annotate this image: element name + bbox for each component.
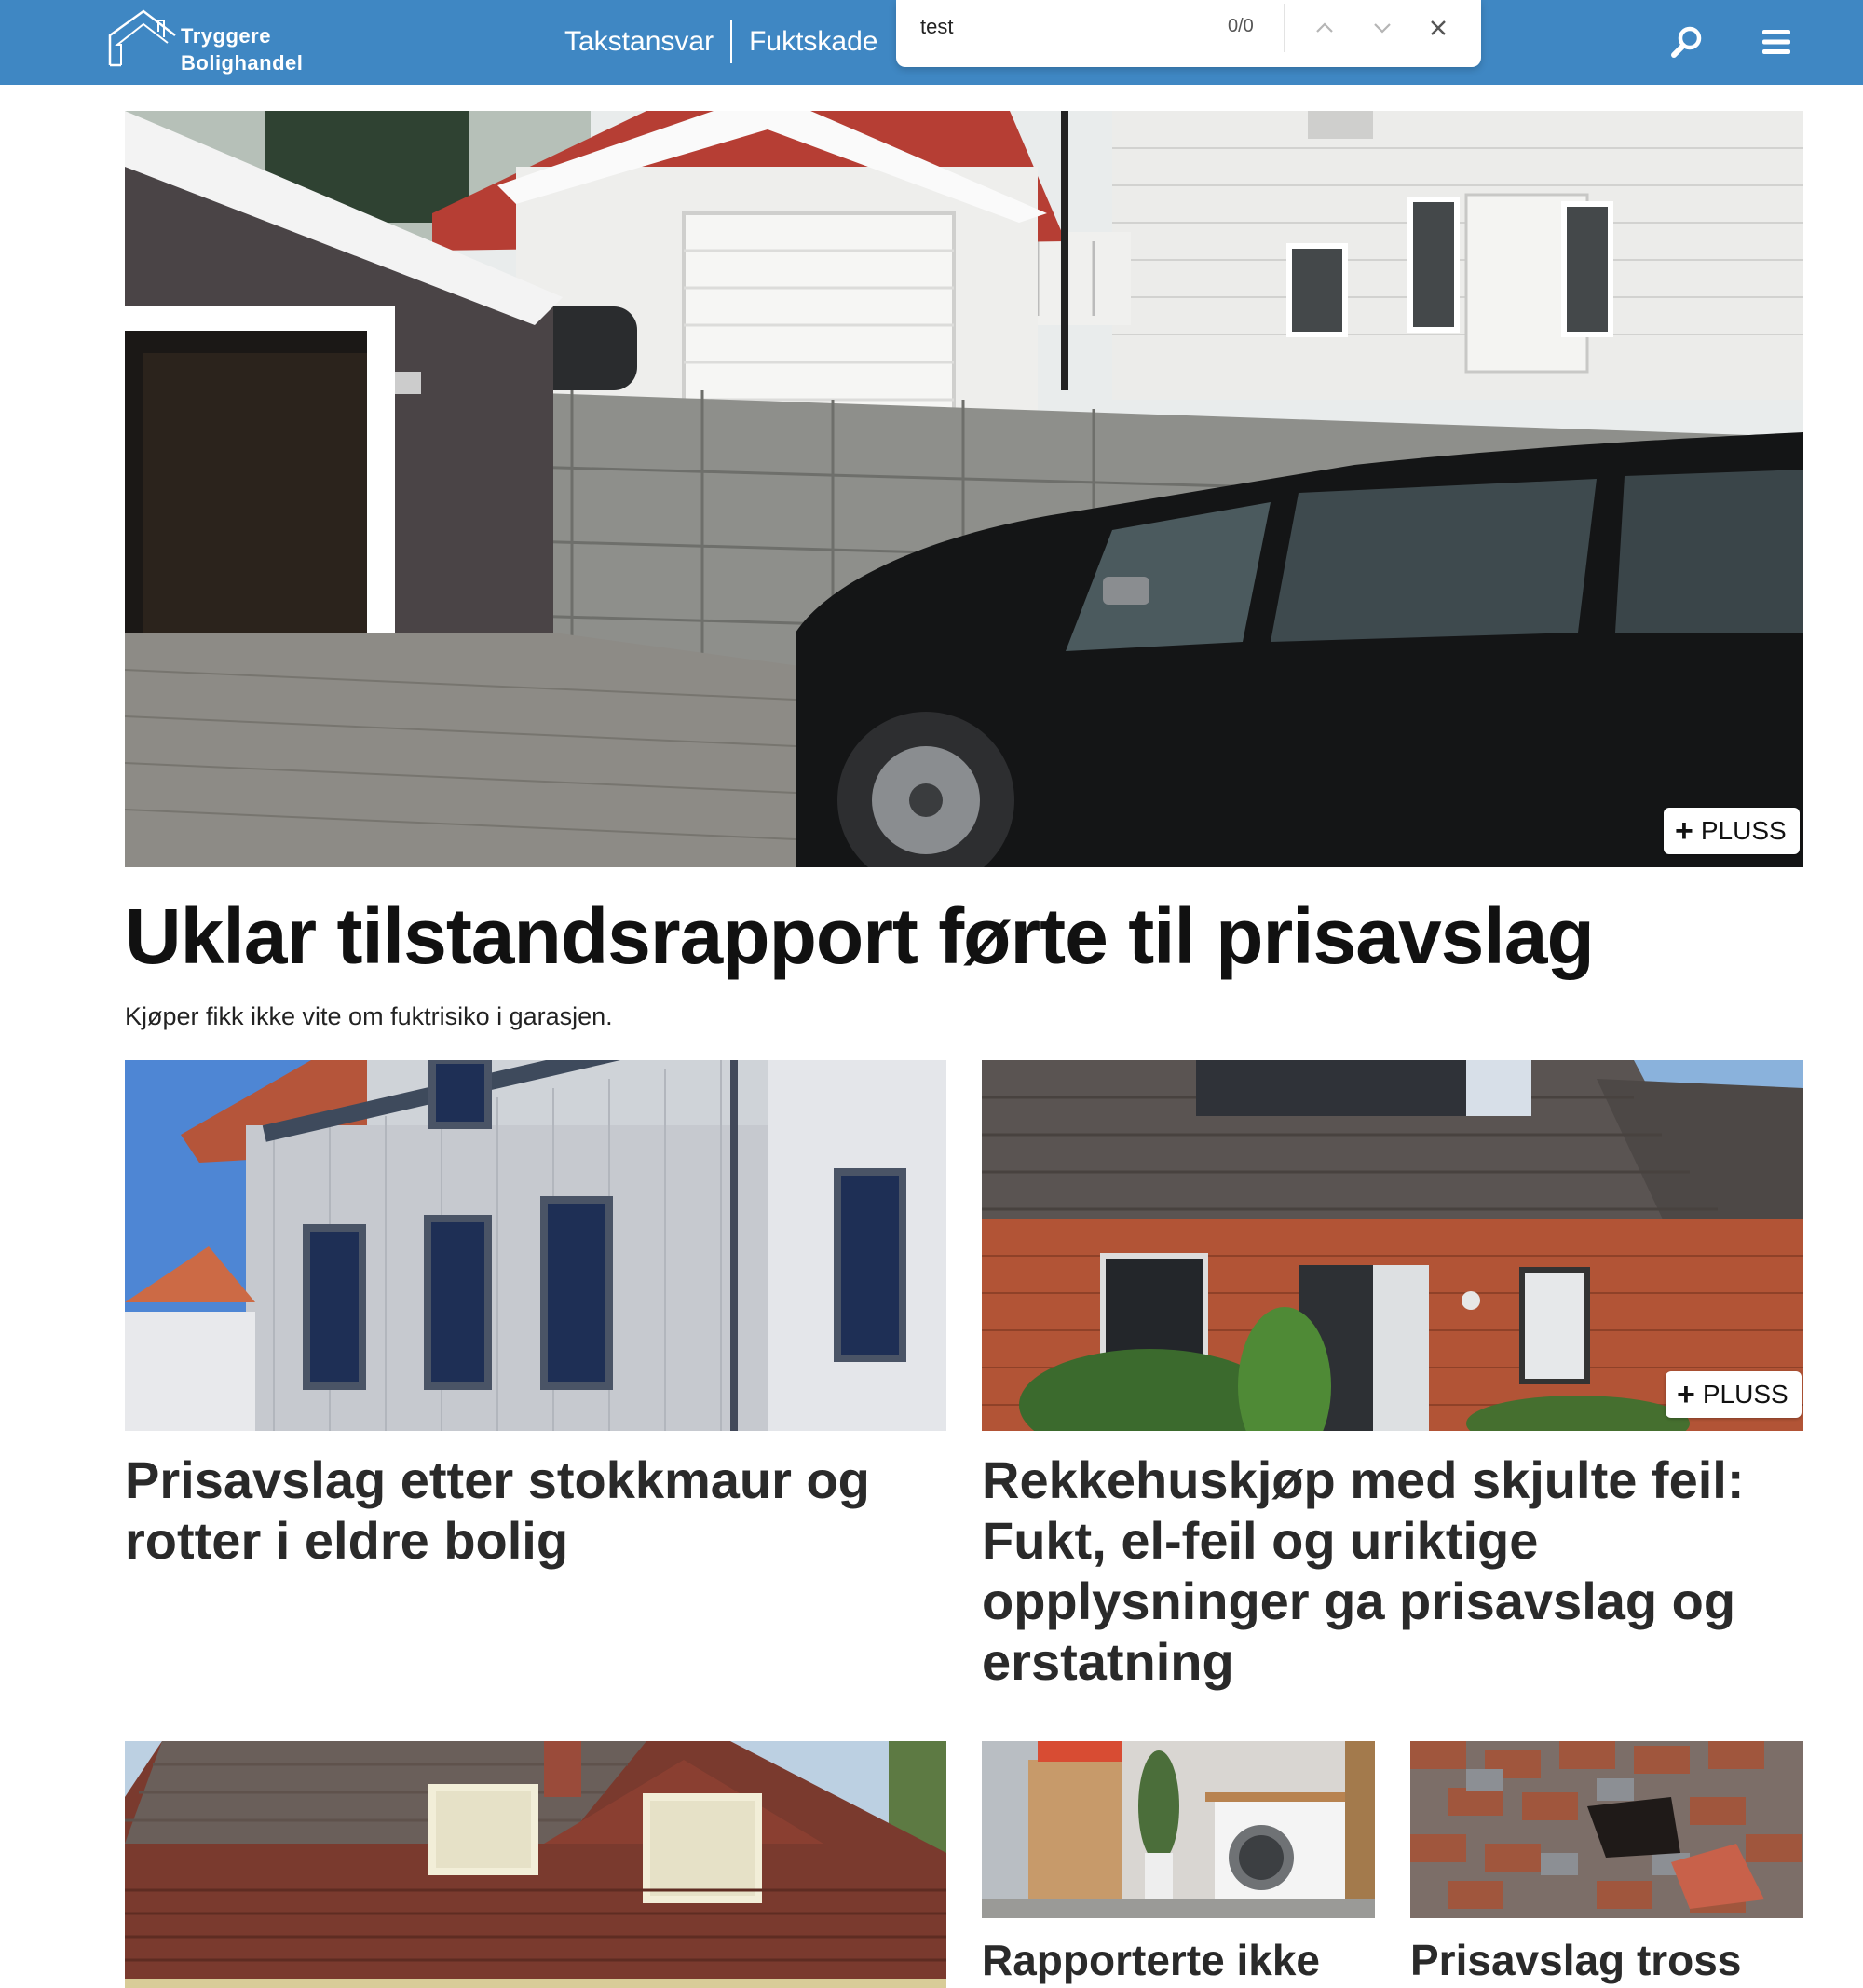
house-logo-icon: [106, 9, 181, 71]
plus-badge: [1664, 808, 1800, 854]
search-icon[interactable]: [1666, 20, 1708, 63]
red-log-house-photo: [125, 1741, 946, 1988]
laundry-room-photo: [982, 1741, 1375, 1918]
hero-article-subtitle: Kjøper fikk ikke vite om fuktrisiko i garasjen.: [125, 1002, 613, 1030]
find-next-button[interactable]: [1364, 9, 1401, 47]
hero-image[interactable]: [125, 111, 1803, 867]
plus-badge-label: PLUSS: [1702, 1380, 1788, 1409]
find-match-count: 0/0: [1228, 16, 1254, 36]
article-1-image[interactable]: [125, 1060, 946, 1431]
broken-roof-tiles-photo: [1410, 1741, 1803, 1918]
find-close-button[interactable]: [1420, 9, 1457, 47]
find-divider: [1284, 4, 1285, 52]
find-input[interactable]: [920, 13, 1200, 41]
nav-fuktskade[interactable]: Fuktskade: [749, 26, 878, 57]
article-4-title[interactable]: Rapporterte ikke: [982, 1936, 1321, 1984]
grey-house-photo: [125, 1060, 946, 1431]
main-nav: [564, 20, 894, 63]
find-previous-button[interactable]: [1306, 9, 1343, 47]
article-3-image[interactable]: [125, 1741, 946, 1988]
article-2-title[interactable]: Rekkehuskjøp med skjulte feil: Fukt, el-feil og uriktige opplysninger ga prisavslag og erstatning: [982, 1450, 1745, 1691]
plus-icon: +: [1675, 813, 1693, 849]
chevron-up-icon: [1315, 22, 1334, 34]
plus-badge: [1666, 1371, 1802, 1418]
plus-badge-label: PLUSS: [1700, 816, 1787, 845]
site-logo[interactable]: [106, 9, 339, 75]
logo-text: [181, 22, 303, 76]
logo-line-1: Tryggere: [181, 24, 271, 48]
article-1-title[interactable]: Prisavslag etter stokkmaur og rotter i eldre bolig: [125, 1450, 870, 1570]
article-4-image[interactable]: [982, 1741, 1375, 1918]
logo-line-2: Bolighandel: [181, 51, 304, 75]
article-5-title[interactable]: Prisavslag tross: [1410, 1936, 1742, 1984]
chevron-down-icon: [1373, 22, 1392, 34]
find-in-page-bar: [896, 0, 1481, 67]
nav-separator: [730, 20, 732, 63]
hero-article-title[interactable]: Uklar tilstandsrapport førte til prisavslag: [125, 892, 1594, 980]
menu-icon[interactable]: [1755, 20, 1798, 63]
house-garage-car-photo: [125, 111, 1803, 867]
close-icon: [1429, 19, 1448, 37]
article-5-image[interactable]: [1410, 1741, 1803, 1918]
plus-icon: +: [1677, 1377, 1695, 1412]
article-2-image[interactable]: [982, 1060, 1803, 1431]
nav-takstansvar[interactable]: Takstansvar: [564, 26, 714, 57]
